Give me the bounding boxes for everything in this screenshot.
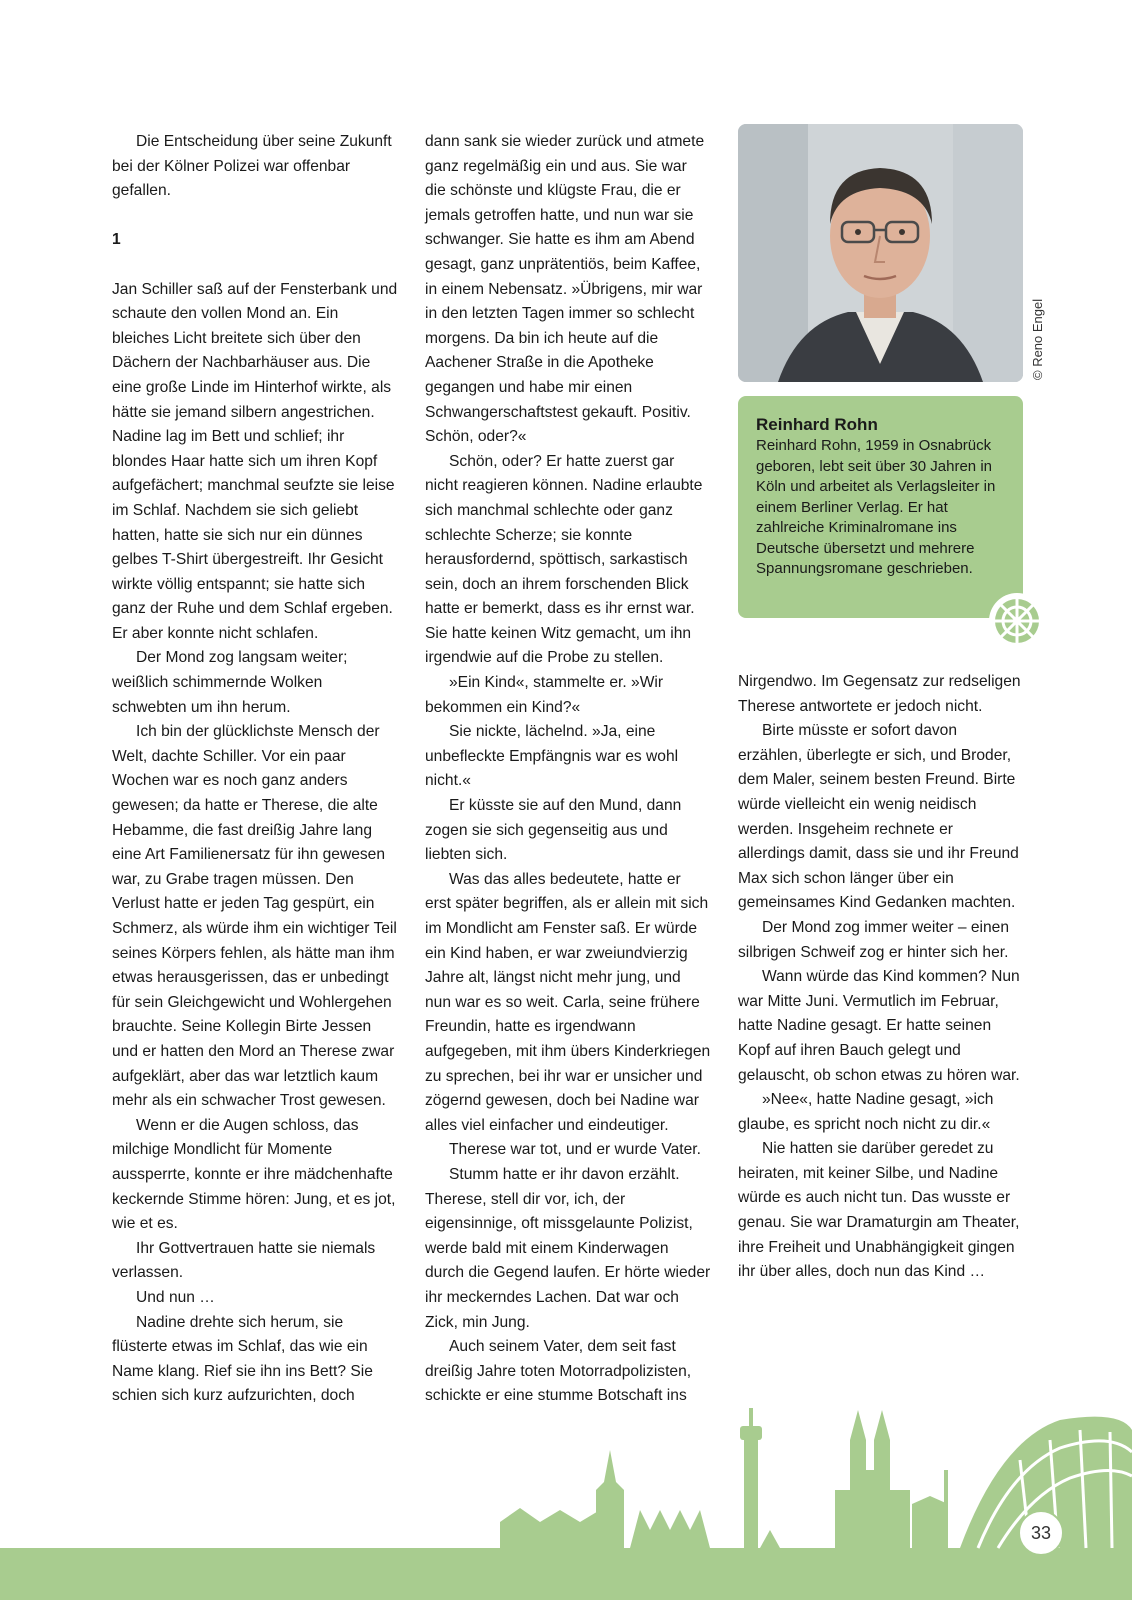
- paragraph: Stumm hatte er ihr davon erzählt. Therese, stell dir vor, ich, der eigensinnige, oft missgelaunte Polizist, werde bald mit einem Kinderwagen durch die Gegend laufen. Er hörte wieder ihr meckerndes Lachen. Dat war och Zick, min Jung.: [425, 1165, 711, 1331]
- cologne-skyline: [0, 1400, 1132, 1600]
- paragraph: Die Entscheidung über seine Zukunft bei der Kölner Polizei war offenbar gefallen.: [112, 133, 392, 200]
- paragraph: »Ein Kind«, stammelte er. »Wir bekommen ein Kind?«: [425, 674, 664, 716]
- paragraph: Nadine drehte sich herum, sie flüsterte etwas im Schlaf, das wie ein Name klang. Rief sie ihn ins Bett? Sie schien sich kurz aufzurichten, doch: [112, 1313, 373, 1405]
- paragraph: dann sank sie wieder zurück und atmete ganz regelmäßig ein und aus. Sie war die schönste und klügste Frau, die er jemals getroffen hatte, und nun war sie schwanger. Sie hatte es ihm am Abend gesagt, ganz unprätentiös, beim Kaffee, in einem Nebensatz. »Übrigens, mir war in den letzten Tagen immer so schlecht morgens. Da bin ich heute auf die Aachener Straße in die Apotheke gegangen und habe mir einen Schwangerschaftstest gekauft. Positiv. Schön, oder?«: [425, 133, 705, 446]
- ship-wheel-icon: [988, 592, 1046, 650]
- paragraph: Nirgendwo. Im Gegensatz zur redseligen Therese antwortete er jedoch nicht.: [738, 673, 1021, 715]
- paragraph: Auch seinem Vater, dem seit fast dreißig Jahre toten Motorradpolizisten, schickte er eine stumme Botschaft ins: [425, 1338, 692, 1405]
- paragraph: Nie hatten sie darüber geredet zu heiraten, mit keiner Silbe, und Nadine würde es auch nicht tun. Das wusste er genau. Sie war Dramaturgin am Theater, ihre Freiheit und Unabhängigkeit gingen ihr über alles, doch nun das Kind …: [738, 1140, 1020, 1281]
- paragraph: Schön, oder? Er hatte zuerst gar nicht reagieren können. Nadine erlaubte sich manchmal schlechte oder ganz schlechte Scherze; sie konnte herausfordernd, spöttisch, sarkastisch sein, doch an ihrem forschenden Blick hatte er bemerkt, dass es ihr ernst war. Sie hatte keinen Witz gemacht, um ihn irgendwie auf die Probe zu stellen.: [425, 452, 703, 667]
- paragraph: Therese war tot, und er wurde Vater.: [449, 1141, 701, 1159]
- portrait-illustration: [738, 124, 1023, 382]
- paragraph: »Nee«, hatte Nadine gesagt, »ich glaube, es spricht noch nicht zu dir.«: [738, 1091, 994, 1133]
- chapter-number: 1: [112, 231, 121, 249]
- paragraph: Der Mond zog immer weiter – einen silbrigen Schweif zog er hinter sich her.: [738, 918, 1010, 961]
- author-bio-box: [738, 396, 1023, 618]
- paragraph: Was das alles bedeutete, hatte er erst später begriffen, als er allein mit sich im Mondlicht am Fenster saß. Er würde ein Kind haben, er war zweiundvierzig Jahre alt, längst nicht mehr jung, und nun war es so weit. Carla, seine frühere Freundin, hatte es irgendwann aufgegeben, mit ihm übers Kinderkriegen zu sprechen, bei ihr war er unsicher und zögernd gewesen, doch bei Nadine war alles viel einfacher und eindeutiger.: [425, 870, 711, 1134]
- paragraph: Der Mond zog langsam weiter; weißlich schimmernde Wolken schwebten um ihn herum.: [112, 649, 348, 716]
- author-photo: [738, 124, 1023, 382]
- paragraph: Und nun …: [136, 1288, 215, 1306]
- paragraph: Wenn er die Augen schloss, das milchige Mondlicht für Momente aussperrte, konnte er ihre mädchenhafte keckernde Stimme hören: Jung, et es jot, wie et es.: [112, 1116, 396, 1233]
- paragraph: Ich bin der glücklichste Mensch der Welt, dachte Schiller. Vor ein paar Wochen war es noch ganz anders gewesen; da hatte er Therese, die alte Hebamme, die fast dreißig Jahre lang eine Art Familienersatz für ihn gewesen war, zu Grabe tragen müssen. Den Verlust hatte er jeden Tag gespürt, ein Schmerz, als würde ihm ein wichtiger Teil seines Körpers fehlen, als hätte man ihm etwas herausgerissen, das er unbedingt für sein Gleichgewicht und Wohlergehen brauchte. Seine Kollegin Birte Jessen und er hatten den Mord an Therese zwar aufgeklärt, aber das war letztlich kaum mehr als ein schwacher Trost gewesen.: [112, 723, 397, 1110]
- photo-credit: © Reno Engel: [1030, 298, 1045, 380]
- paragraph: Jan Schiller saß auf der Fensterbank und schaute den vollen Mond an. Ein bleiches Licht breitete sich über den Dächern der Nachbarhäuser aus. Die eine große Linde im Hinterhof wirkte, als hätte sie jemand silbern angestrichen. Nadine lag im Bett und schlief; ihr blondes Haar hatte sich um ihren Kopf aufgefächert; manchmal seufzte sie leise im Schlaf. Nachdem sie sich geliebt hatten, hatte sie sich nur ein dünnes gelbes T-Shirt übergestreift. Ihr Gesicht wirkte völlig entspannt; sie hatte sich ganz der Ruhe und dem Schlaf ergeben. Er aber konnte nicht schlafen.: [112, 280, 398, 642]
- paragraph: Wann würde das Kind kommen? Nun war Mitte Juni. Vermutlich im Februar, hatte Nadine gesagt. Er hatte seinen Kopf auf ihren Bauch gelegt und gelauscht, ob schon etwas zu hören war.: [738, 968, 1020, 1084]
- paragraph: Ihr Gottvertrauen hatte sie niemals verlassen.: [112, 1239, 376, 1282]
- author-name: Reinhard Rohn: [756, 415, 878, 434]
- text-column-2: [425, 130, 711, 1409]
- text-column-1: [112, 130, 398, 1409]
- page-number: 33: [1018, 1510, 1064, 1556]
- text-column-3: [738, 670, 1024, 1285]
- paragraph: Sie nickte, lächelnd. »Ja, eine unbefleckte Empfängnis war es wohl nicht.«: [425, 723, 679, 790]
- author-bio: Reinhard Rohn, 1959 in Osnabrück geboren, lebt seit über 30 Jahren in Köln und arbeitet als Verlagsleiter in einem Berliner Verlag. Er hat zahlreiche Kriminalromane ins Deutsche übersetzt und mehrere Spannungsromane geschrieben.: [756, 437, 996, 577]
- paragraph: Er küsste sie auf den Mund, dann zogen sie sich gegenseitig aus und liebten sich.: [425, 797, 682, 864]
- paragraph: Birte müsste er sofort davon erzählen, überlegte er sich, und Broder, dem Maler, seinem besten Freund. Birte würde vielleicht ein wenig neidisch werden. Insgeheim rechnete er allerdings damit, dass sie und ihr Freund Max sich schon länger über ein gemeinsames Kind Gedanken machten.: [738, 722, 1019, 912]
